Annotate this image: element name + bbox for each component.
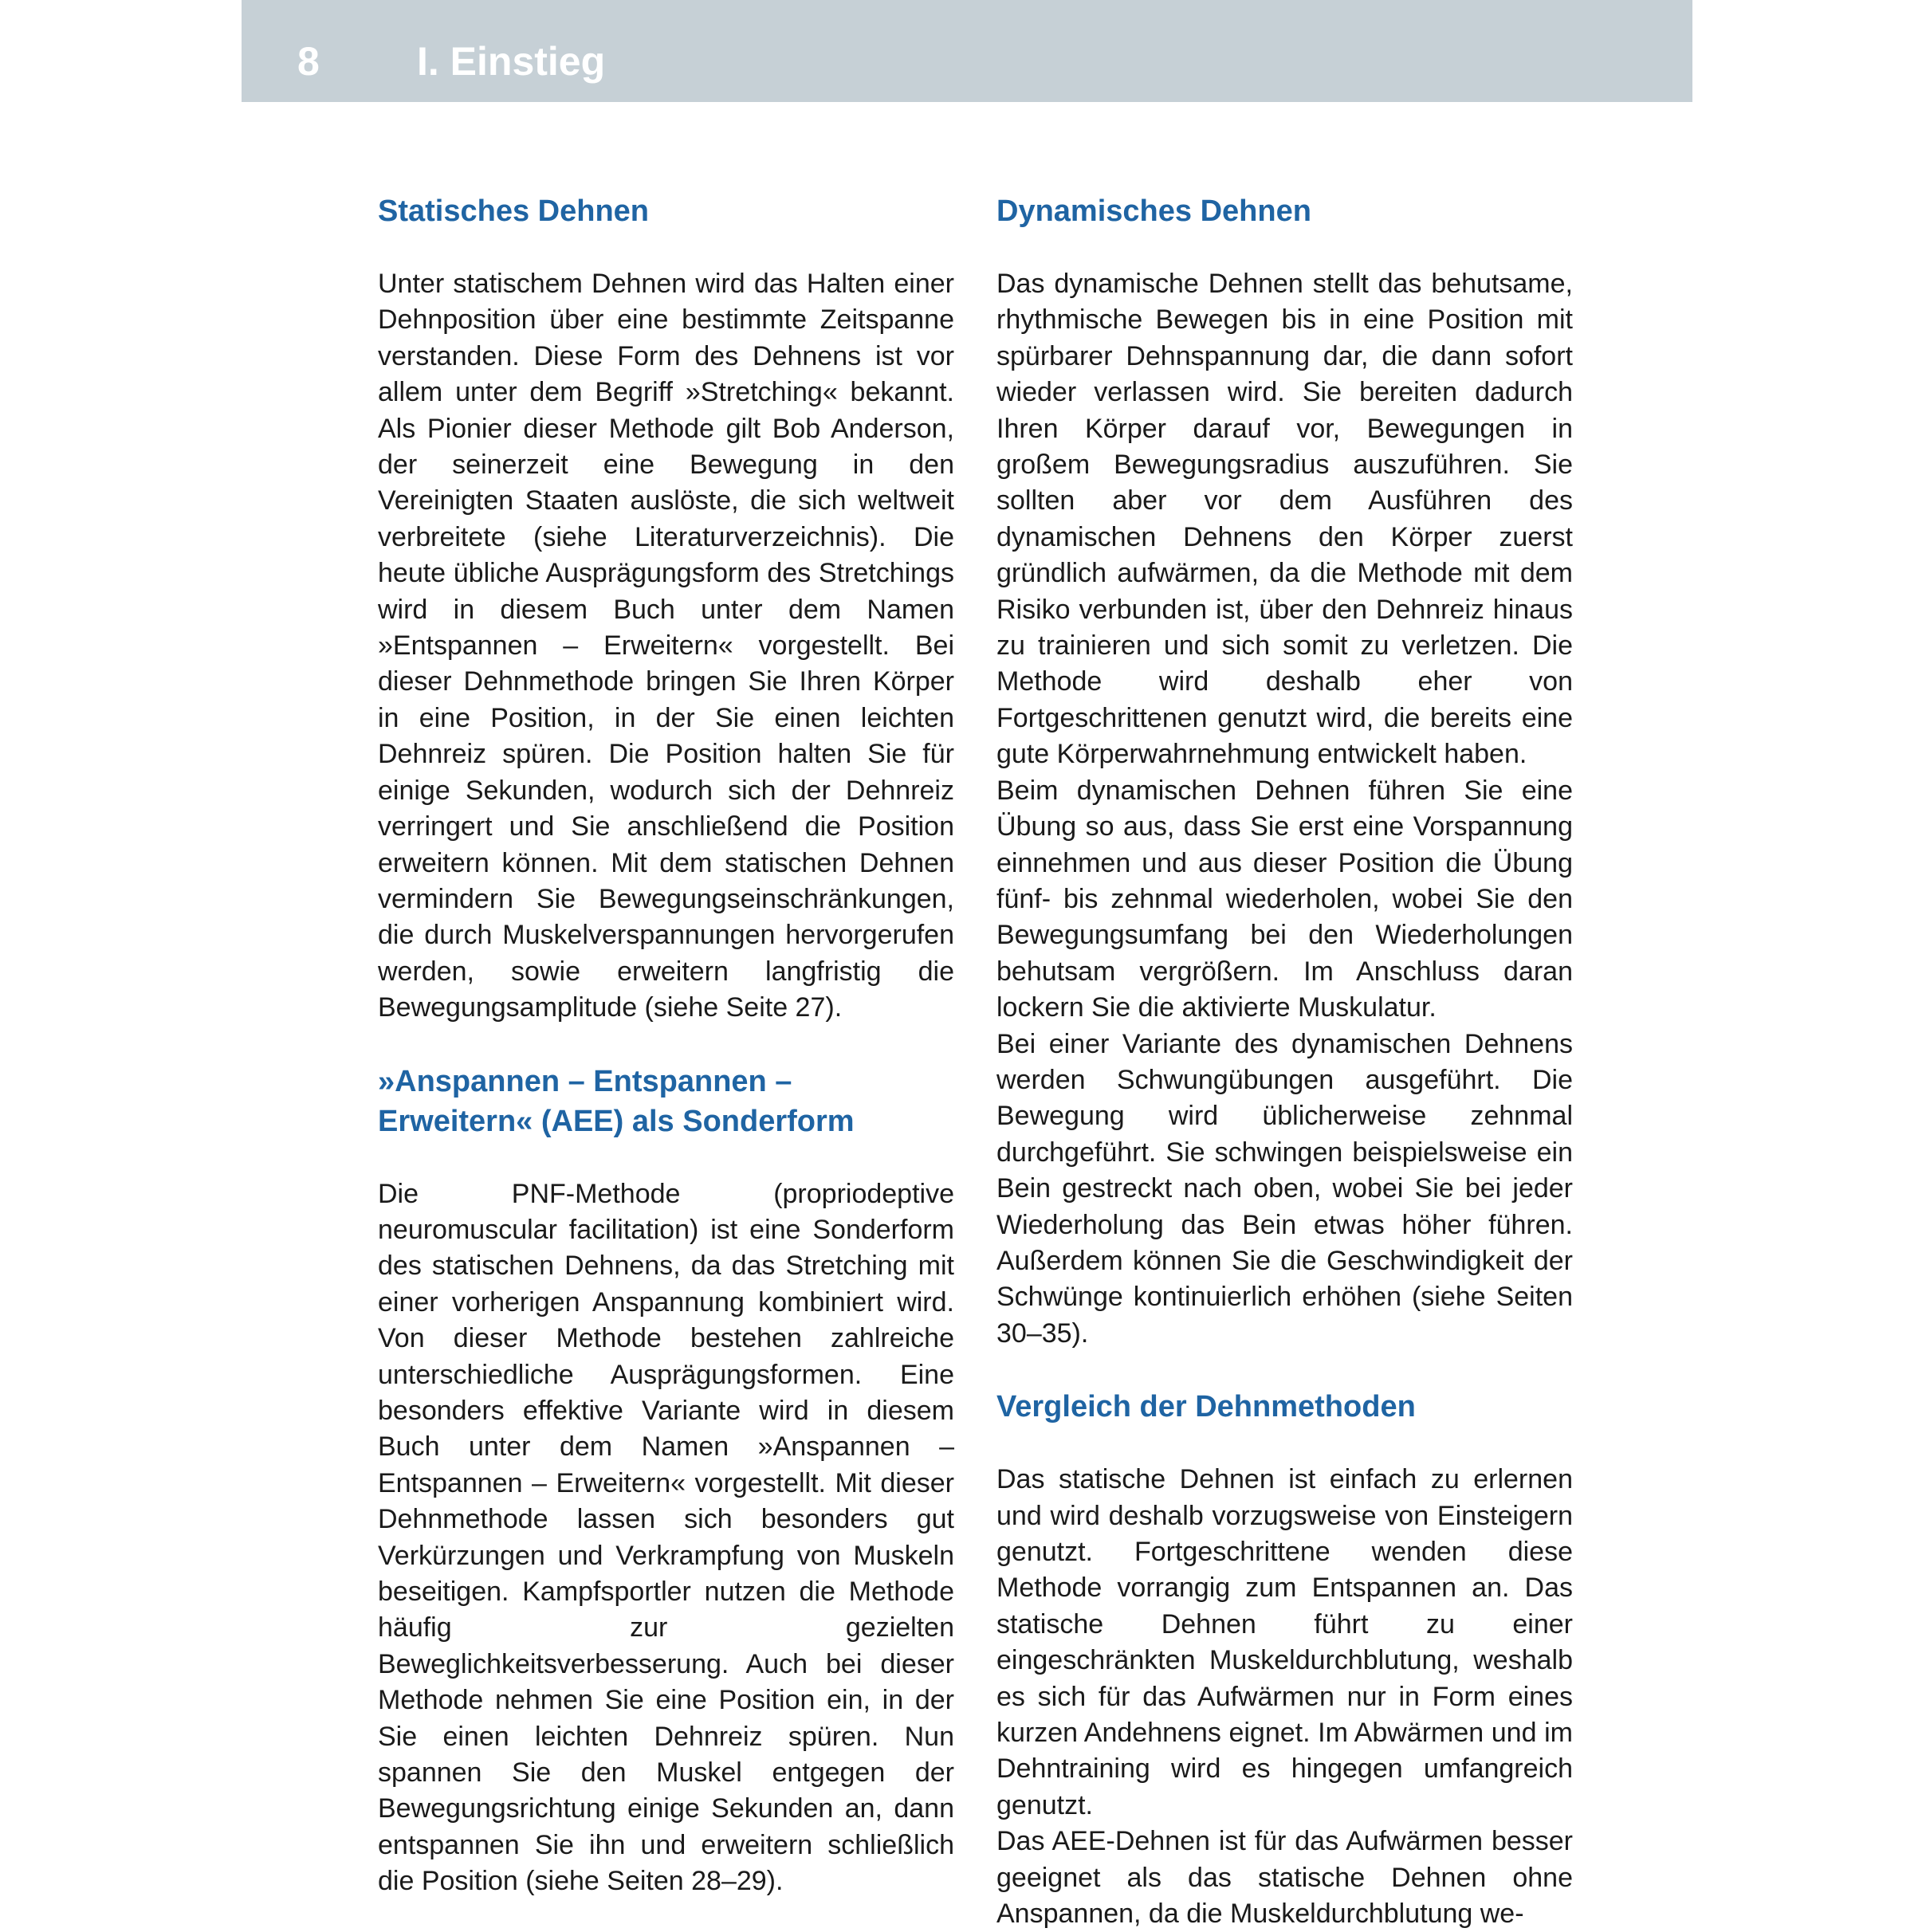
left-column: [378, 191, 954, 1900]
right-column: [996, 191, 1573, 1932]
paragraph-dynamisches-dehnen-3: Bei einer Variante des dynamischen Dehnens werden Schwungübungen ausgeführt. Die Bewegung wird üblicherweise zehnmal durchgeführt. Sie schwingen beispielsweise ein Bein gestreckt nach oben, wobei Sie bei jeder Wiederholung das Bein etwas höher führen. Außerdem können Sie die Geschwindigkeit der Schwünge kontinuierlich erhöhen (siehe Seiten 30–35).: [996, 1028, 1573, 1349]
heading-vergleich-dehnmethoden: Vergleich der Dehnmethoden: [996, 1390, 1416, 1424]
chapter-title: I. Einstieg: [417, 39, 606, 84]
heading-dynamisches-dehnen: Dynamisches Dehnen: [996, 194, 1311, 228]
paragraph-dynamisches-dehnen-1: Das dynamische Dehnen stellt das behutsame, rhythmische Bewegen bis in eine Position mit spürbarer Dehnspannung dar, die dann sofort wieder verlassen wird. Sie bereiten dadurch Ihren Körper darauf vor, Bewegungen in großem Bewegungsradius auszuführen. Sie sollten aber vor dem Ausführen des dynamischen Dehnens den Körper zuerst gründlich aufwärmen, da die Methode mit dem Risiko verbunden ist, über den Dehnreiz hinaus zu trainieren und sich somit zu verletzen. Die Methode wird deshalb eher von Fortgeschrittenen genutzt wird, die bereits eine gute Körperwahrnehmung entwickelt haben.: [996, 269, 1573, 770]
paragraph-vergleich-1: Das statische Dehnen ist einfach zu erlernen und wird deshalb vorzugsweise von Einsteigern genutzt. Fortgeschrittene wenden diese Methode vorrangig zum Entspannen an. Das statische Dehnen führt zu einer eingeschränkten Muskeldurchblutung, weshalb es sich für das Aufwärmen nur in Form eines kurzen Andehnens eignet. Im Abwärmen und im Dehntraining wird es hingegen umfangreich genutzt.: [996, 1464, 1573, 1820]
heading-statisches-dehnen: Statisches Dehnen: [378, 194, 649, 228]
chapter-header-bar: [242, 0, 1692, 102]
page-number: 8: [297, 39, 320, 84]
paragraph-statisches-dehnen: Unter statischem Dehnen wird das Halten einer Dehnposition über eine bestimmte Zeitspanne verstanden. Diese Form des Dehnens ist vor allem unter dem Begriff »Stretching« bekannt. Als Pionier dieser Methode gilt Bob Anderson, der seinerzeit eine Bewegung in den Vereinigten Staaten auslöste, die sich weltweit verbreitete (siehe Literaturverzeichnis). Die heute übliche Ausprägungsform des Stretchings wird in diesem Buch unter dem Namen »Entspannen – Erweitern« vorgestellt. Bei dieser Dehnmethode bringen Sie Ihren Körper in eine Position, in der Sie einen leichten Dehnreiz spüren. Die Position halten Sie für einige Sekunden, wodurch sich der Dehnreiz verringert und Sie anschließend die Position erweitern können. Mit dem statischen Dehnen vermindern Sie Bewegungseinschränkungen, die durch Muskelverspannungen hervorgerufen werden, sowie erweitern langfristig die Bewegungsamplitude (siehe Seite 27).: [378, 269, 954, 1023]
paragraph-dynamisches-dehnen-2: Beim dynamischen Dehnen führen Sie eine Übung so aus, dass Sie erst eine Vorspannung einnehmen und aus dieser Position die Übung fünf- bis zehnmal wiederholen, wobei Sie den Bewegungsumfang bei den Wiederholungen behutsam vergrößern. Im Anschluss daran lockern Sie die aktivierte Muskulatur.: [996, 775, 1573, 1023]
paragraph-vergleich-2: Das AEE-Dehnen ist für das Aufwärmen besser geeignet als das statische Dehnen ohne Anspannen, da die Muskeldurchblutung we-: [996, 1826, 1573, 1930]
heading-aee-sonderform: »Anspannen – Entspannen – Erweitern« (AEE) als Sonderform: [378, 1064, 855, 1138]
paragraph-aee-sonderform: Die PNF-Methode (propriodeptive neuromuscular facilitation) ist eine Sonderform des statischen Dehnens, da das Stretching mit einer vorherigen Anspannung kombiniert wird. Von dieser Methode bestehen zahlreiche unterschiedliche Ausprägungsformen. Eine besonders effektive Variante wird in diesem Buch unter dem Namen »Anspannen – Entspannen – Erweitern« vorgestellt. Mit dieser Dehnmethode lassen sich besonders gut Verkürzungen und Verkrampfung von Muskeln beseitigen. Kampfsportler nutzen die Methode häufig zur gezielten Beweglichkeitsverbesserung. Auch bei dieser Methode nehmen Sie eine Position ein, in der Sie einen leichten Dehnreiz spüren. Nun spannen Sie den Muskel entgegen der Bewegungsrichtung einige Sekunden an, dann entspannen Sie ihn und erweitern schließlich die Position (siehe Seiten 28–29).: [378, 1178, 954, 1897]
